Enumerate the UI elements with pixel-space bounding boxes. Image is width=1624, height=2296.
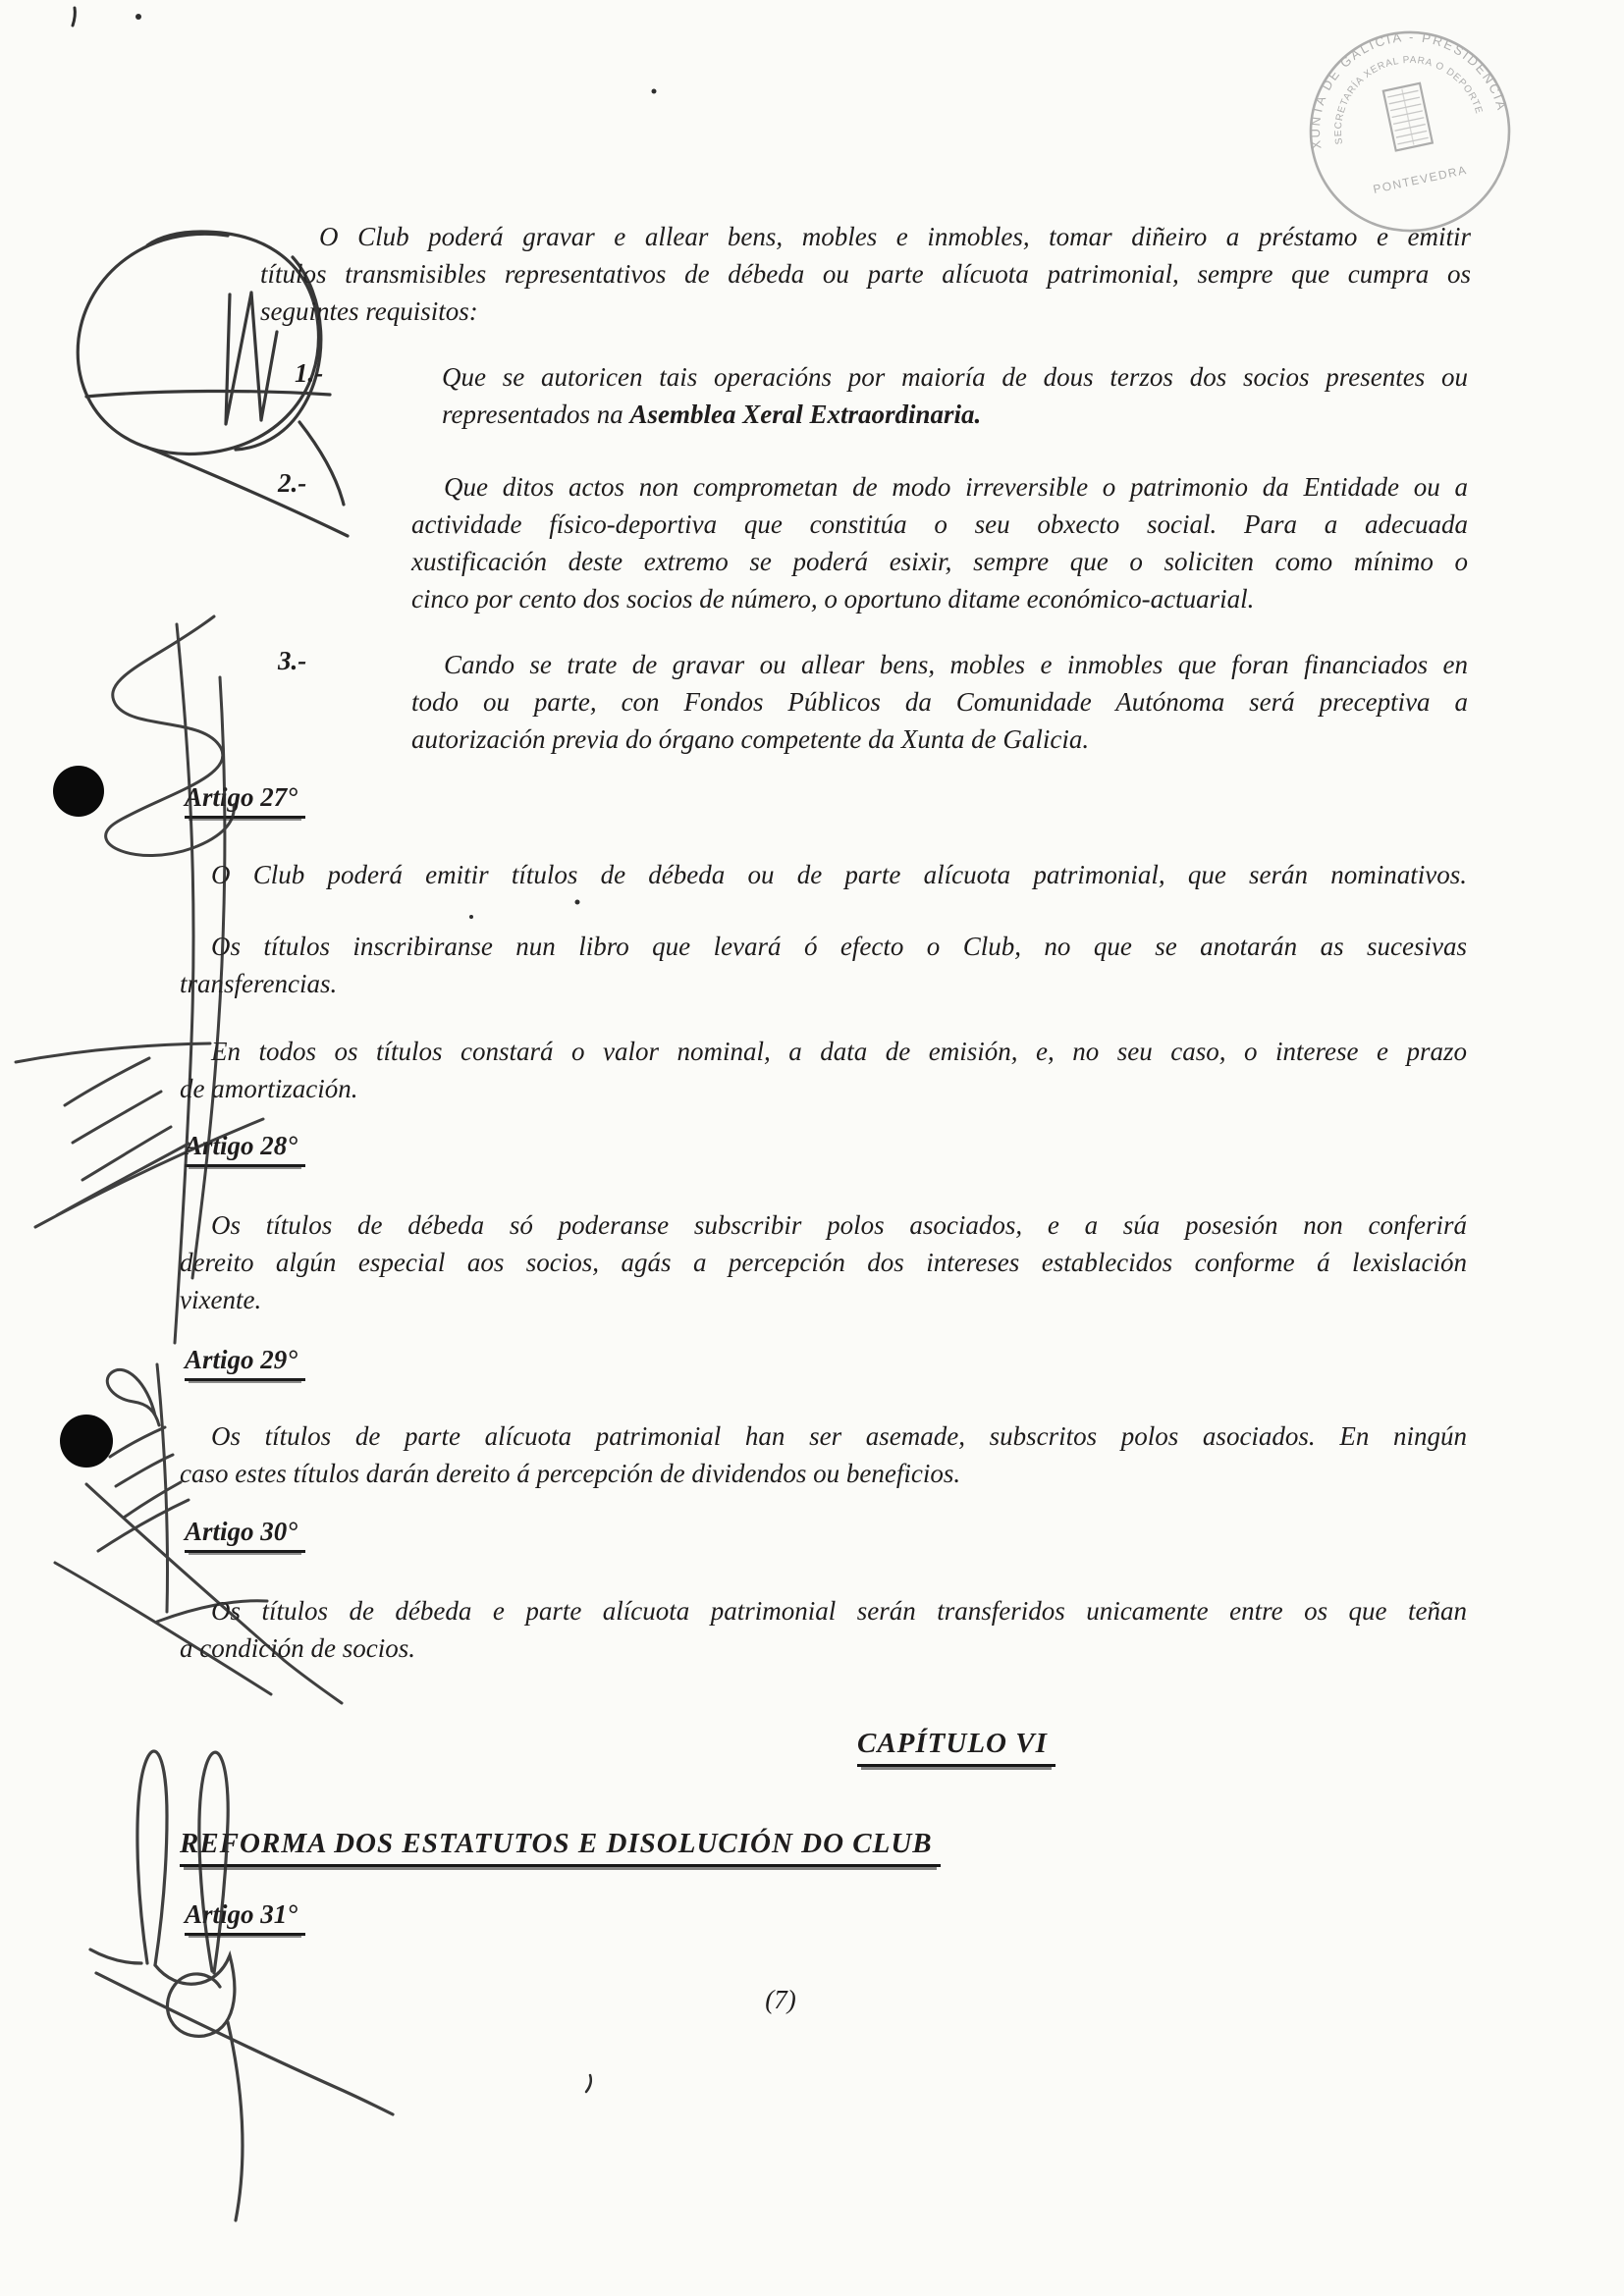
article-heading: Artigo 27° xyxy=(185,782,305,819)
article-heading: Artigo 29° xyxy=(185,1345,305,1381)
text-line: todo ou parte, con Fondos Públicos da Comunidade Autónoma será preceptiva a xyxy=(411,687,1468,717)
article-heading: Artigo 30° xyxy=(185,1517,305,1553)
stamp-place-text: PONTEVEDRA xyxy=(1372,162,1469,196)
text-line: Que ditos actos non comprometan de modo irreversible o patrimonio da Entidade ou a xyxy=(444,472,1468,502)
bold-text-segment: Asemblea Xeral Extraordinaria. xyxy=(629,400,982,429)
official-stamp xyxy=(1272,0,1547,269)
chapter-subtitle: REFORMA DOS ESTATUTOS E DISOLUCIÓN DO CLUB xyxy=(180,1828,941,1867)
text-line: vixente. xyxy=(180,1285,262,1314)
intro-paragraph xyxy=(260,218,1471,330)
article-heading: Artigo 31° xyxy=(185,1899,305,1936)
article-paragraph xyxy=(180,1592,1467,1667)
text-segment: representados na xyxy=(442,400,630,429)
text-line: Os títulos inscribiranse nun libro que levará ó efecto o Club, no que se anotarán as sucesivas xyxy=(211,932,1467,961)
text-line: cinco por cento dos socios de número, o oportuno ditame económico-actuarial. xyxy=(411,584,1255,614)
article-paragraph xyxy=(180,1206,1467,1318)
hole-punch-dot xyxy=(53,766,113,1468)
signature-scribble xyxy=(90,1751,393,2220)
text-line: Os títulos de parte alícuota patrimonial han ser asemade, subscritos polos asociados. En ningún xyxy=(211,1421,1467,1451)
stamp-ring-text-path: XUNTA DE GALICIA - PRESIDENCIA xyxy=(1307,28,1510,151)
text-line: títulos transmisibles representativos de débeda ou parte alícuota patrimonial, sempre que cumpra os xyxy=(260,259,1471,289)
text-line: dereito algún especial aos socios, agás a percepción dos intereses establecidos conforme á lexislación xyxy=(180,1248,1467,1277)
text-line xyxy=(442,396,1468,433)
article-paragraph xyxy=(180,1033,1467,1107)
text-line: Que se autoricen tais operacións por maioría de dous terzos dos socios presentes ou xyxy=(442,362,1468,392)
text-line: Os títulos de débeda só poderanse subscribir polos asociados, e a súa posesión non conferirá xyxy=(211,1210,1467,1240)
text-line: Cando se trate de gravar ou allear bens, mobles e inmobles que foran financiados en xyxy=(444,650,1468,679)
stamp-shield-emblem xyxy=(1383,83,1433,151)
text-line: transferencias. xyxy=(180,969,338,998)
list-item-text xyxy=(411,646,1468,758)
article-paragraph xyxy=(180,928,1467,1002)
list-item-number: 3.- xyxy=(278,646,307,675)
text-line: Os títulos de débeda e parte alícuota patrimonial serán transferidos unicamente entre os que teñan xyxy=(211,1596,1467,1626)
list-item-number: 1.- xyxy=(295,358,324,388)
list-item-text xyxy=(442,358,1468,433)
list-item-number: 2.- xyxy=(278,468,307,498)
text-line: caso estes títulos darán dereito á percepción de dividendos ou beneficios. xyxy=(180,1459,961,1488)
text-line: actividade físico-deportiva que constitúa o seu obxecto social. Para a adecuada xyxy=(411,509,1468,539)
stamp-inner-text-path: SECRETARÍA XERAL PARA O DEPORTE xyxy=(1332,54,1485,145)
text-line: O Club poderá gravar e allear bens, mobles e inmobles, tomar diñeiro a préstamo e emitir xyxy=(319,222,1471,251)
text-line: de amortización. xyxy=(180,1074,358,1103)
text-line: O Club poderá emitir títulos de débeda ou de parte alícuota patrimonial, que serán nominativos. xyxy=(211,860,1467,889)
article-paragraph xyxy=(180,856,1467,893)
text-line: a condición de socios. xyxy=(180,1633,415,1663)
text-line: xustificación deste extremo se poderá esixir, sempre que o soliciten como mínimo o xyxy=(411,547,1468,576)
text-line: autorización previa do órgano competente da Xunta de Galicia. xyxy=(411,724,1090,754)
article-heading: Artigo 28° xyxy=(185,1131,305,1167)
page-number: (7) xyxy=(765,1985,796,2014)
chapter-title: CAPÍTULO VI xyxy=(857,1728,1056,1767)
list-item-text xyxy=(411,468,1468,617)
stamp-border-circle xyxy=(1292,14,1528,249)
text-line: En todos os títulos constará o valor nominal, a data de emisión, e, no seu caso, o interese e prazo xyxy=(211,1037,1467,1066)
text-line: seguintes requisitos: xyxy=(260,296,478,326)
article-paragraph xyxy=(180,1417,1467,1492)
